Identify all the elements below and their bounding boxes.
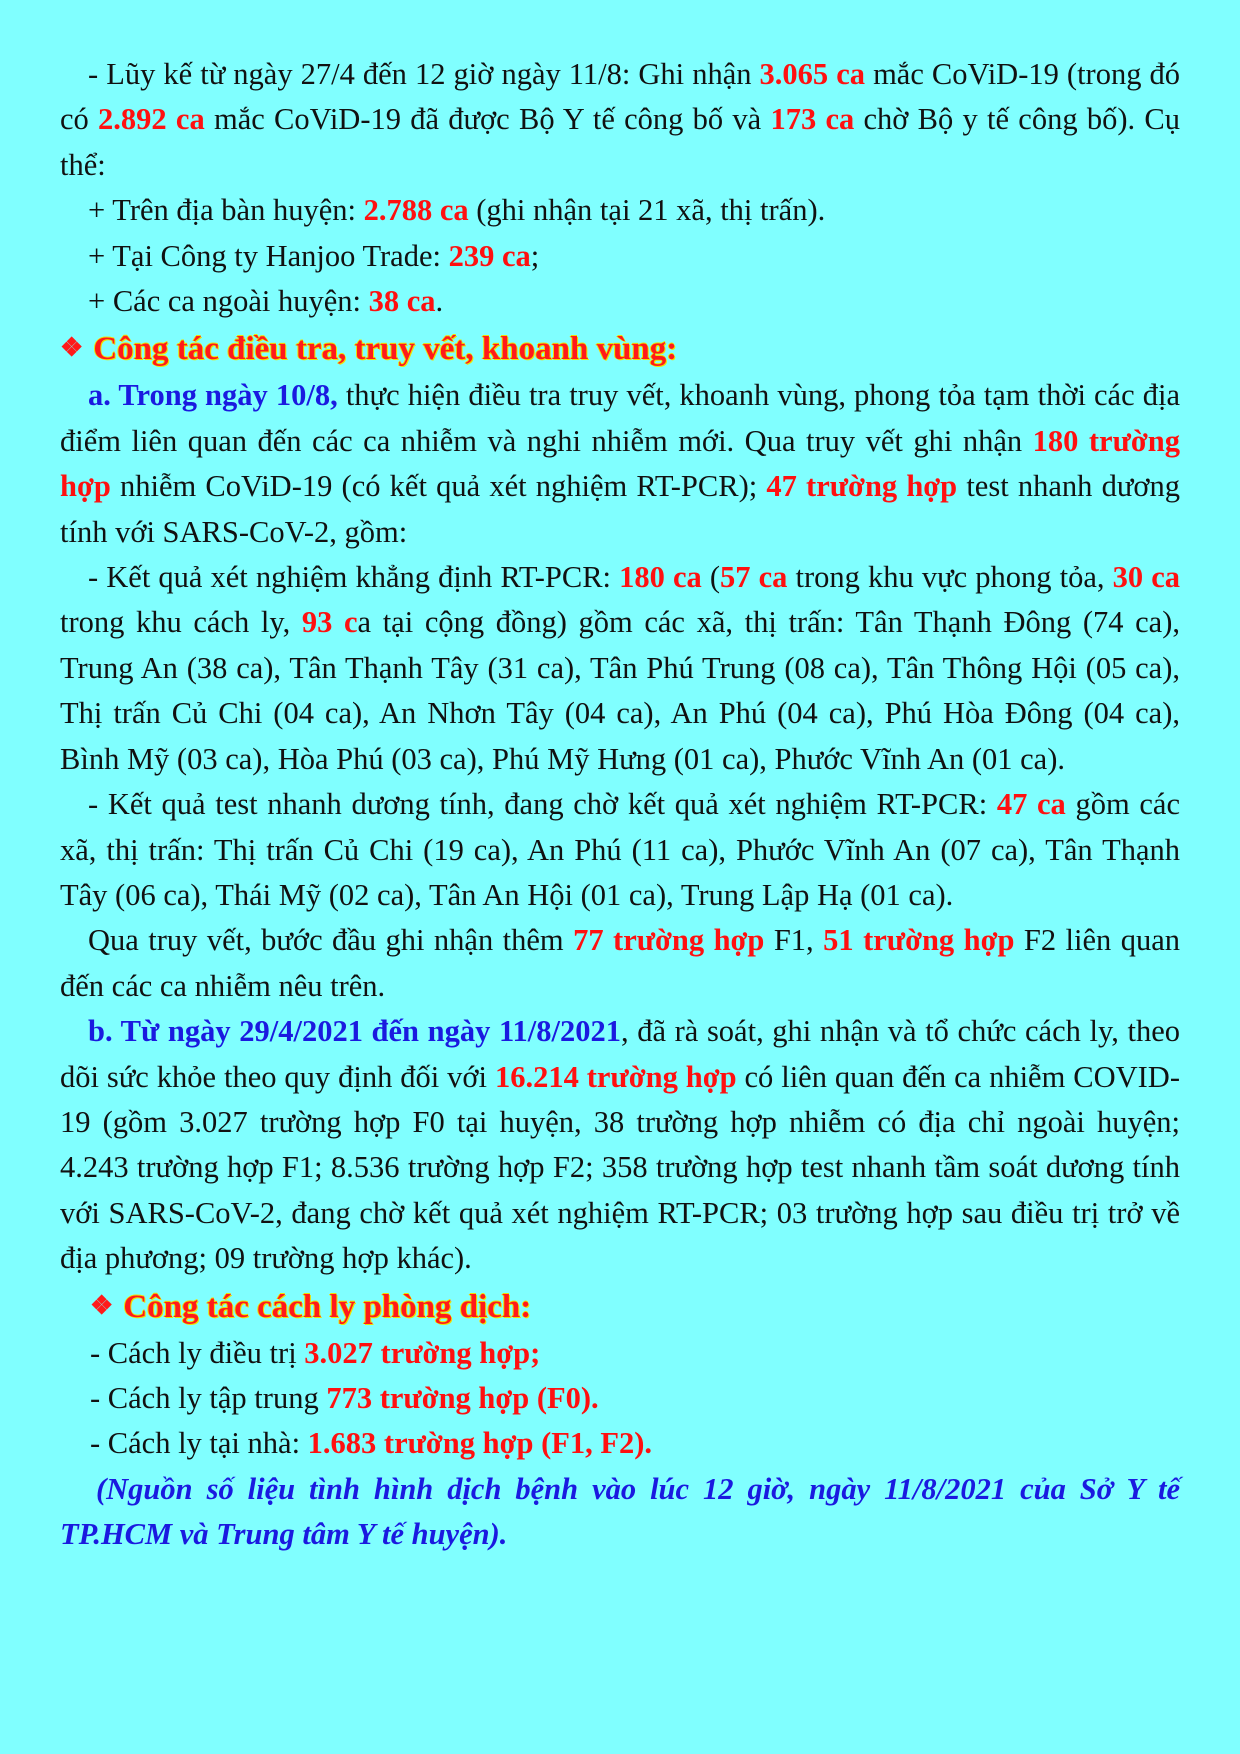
rapid-test-paragraph: - Kết quả test nhanh dương tính, đang chờ kết quả xét nghiệm RT-PCR: 47 ca gồm các xã, thị trấn: Thị trấn Củ Chi (19 ca), An Phú (11 ca), Phước Vĩnh An (07 ca), Tân Thạnh Tây (06 ca), Thái Mỹ (02 ca), Tân An Hội (01 ca), Trung Lập Hạ (01 ca). xyxy=(60,787,1180,912)
summary-paragraph: - Lũy kế từ ngày 27/4 đến 12 giờ ngày 11/8: Ghi nhận 3.065 ca mắc CoViD-19 (trong đó có 2.892 ca mắc CoViD-19 đã được Bộ Y tế công bố và 173 ca chờ Bộ y tế công bố). Cụ thể: xyxy=(60,57,1181,182)
company-cases-value: 239 ca xyxy=(448,238,531,273)
isolation-home-line: - Cách ly tại nhà: 1.683 trường hợp (F1, F2). xyxy=(90,1426,653,1461)
diamond-bullet-icon: ❖ xyxy=(90,1290,114,1320)
company-cases-line: + Tại Công ty Hanjoo Trade: 239 ca; xyxy=(88,238,540,273)
diamond-bullet-icon: ❖ xyxy=(60,333,84,363)
isolation-central-line: - Cách ly tập trung 773 trường hợp (F0). xyxy=(90,1380,599,1415)
district-cases-value: 2.788 ca xyxy=(363,193,469,228)
isolation-heading: ❖ Công tác cách ly phòng dịch: xyxy=(60,1282,1180,1331)
section-a-paragraph: a. Trong ngày 10/8, thực hiện điều tra truy vết, khoanh vùng, phong tỏa tạm thời các địa điểm liên quan đến các ca nhiễm và nghi nhiễm mới. Qua truy vết ghi nhận 180 trường hợp nhiễm CoViD-19 (có kết quả xét nghiệm RT-PCR); 47 trường hợp test nhanh dương tính với SARS-CoV-2, gồm: xyxy=(60,378,1180,549)
total-cases-value: 3.065 ca xyxy=(759,57,866,91)
section-a-label: a. Trong ngày 10/8, xyxy=(88,378,338,413)
pending-cases-value: 173 ca xyxy=(770,102,855,137)
tracing-paragraph: Qua truy vết, bước đầu ghi nhận thêm 77 trường hợp F1, 51 trường hợp F2 liên quan đến các ca nhiễm nêu trên. xyxy=(60,923,1180,1003)
pcr-results-paragraph: - Kết quả xét nghiệm khẳng định RT-PCR: 180 ca (57 ca trong khu vực phong tỏa, 30 ca trong khu cách ly, 93 ca tại cộng đồng) gồm các xã, thị trấn: Tân Thạnh Đông (74 ca), Trung An (38 ca), Tân Thạnh Tây (31 ca), Tân Phú Trung (08 ca), Tân Thông Hội (05 ca), Thị trấn Củ Chi (04 ca), An Nhơn Tây (04 ca), An Phú (04 ca), Phú Hòa Đông (04 ca), Bình Mỹ (03 ca), Hòa Phú (03 ca), Phú Mỹ Hưng (01 ca), Phước Vĩnh An (01 ca). xyxy=(60,560,1180,776)
source-note: (Nguồn số liệu tình hình dịch bệnh vào lúc 12 giờ, ngày 11/8/2021 của Sở Y tế TP.HCM và Trung tâm Y tế huyện). xyxy=(60,1471,1180,1552)
section-b-label: b. Từ ngày 29/4/2021 đến ngày 11/8/2021 xyxy=(88,1014,621,1049)
announced-cases-value: 2.892 ca xyxy=(98,102,205,137)
outside-cases-line: + Các ca ngoài huyện: 38 ca. xyxy=(88,284,444,319)
district-cases-line: + Trên địa bàn huyện: 2.788 ca (ghi nhận tại 21 xã, thị trấn). xyxy=(88,193,826,228)
section-b-paragraph: b. Từ ngày 29/4/2021 đến ngày 11/8/2021, đã rà soát, ghi nhận và tổ chức cách ly, theo dõi sức khỏe theo quy định đối với 16.214 trường hợp có liên quan đến ca nhiễm COVID-19 (gồm 3.027 trường hợp F0 tại huyện, 38 trường hợp nhiễm có địa chỉ ngoài huyện; 4.243 trường hợp F1; 8.536 trường hợp F2; 358 trường hợp test nhanh tầm soát dương tính với SARS-CoV-2, đang chờ kết quả xét nghiệm RT-PCR; 03 trường hợp sau điều trị trở về địa phương; 09 trường hợp khác). xyxy=(60,1014,1180,1276)
investigation-heading: ❖ Công tác điều tra, truy vết, khoanh vùng: xyxy=(60,324,1180,373)
isolation-treatment-line: - Cách ly điều trị 3.027 trường hợp; xyxy=(90,1335,541,1370)
outside-cases-value: 38 ca xyxy=(368,284,436,319)
